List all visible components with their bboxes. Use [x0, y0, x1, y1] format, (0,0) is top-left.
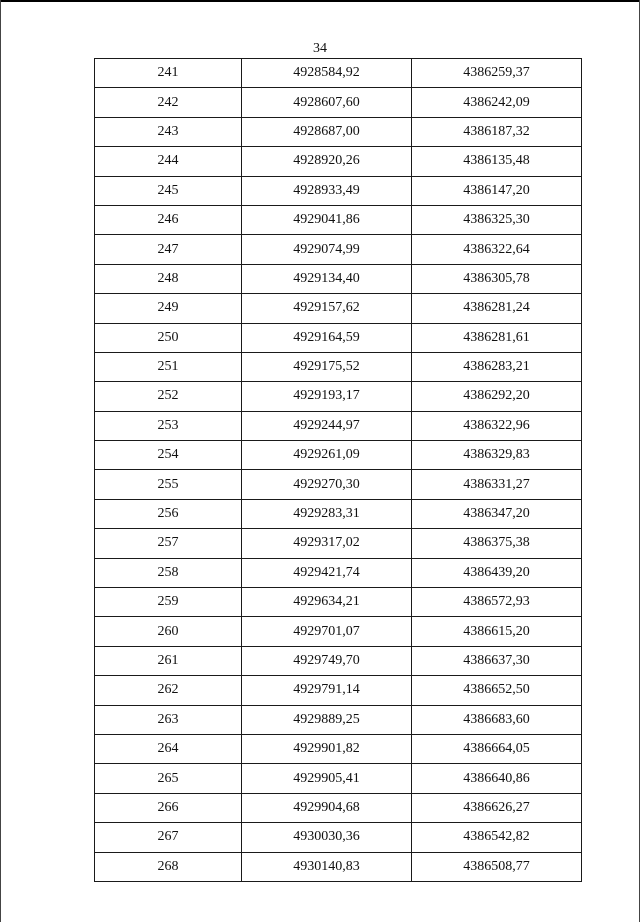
- x-coordinate-cell: 4929701,07: [242, 617, 412, 646]
- point-number-cell: 247: [95, 235, 242, 264]
- x-coordinate-cell: 4928920,26: [242, 147, 412, 176]
- page-number: 34: [313, 41, 327, 56]
- y-coordinate-cell: 4386652,50: [412, 676, 582, 705]
- table-row: [95, 441, 582, 470]
- y-coordinate-cell: 4386281,24: [412, 294, 582, 323]
- point-number-cell: 250: [95, 323, 242, 352]
- table-row: [95, 793, 582, 822]
- x-coordinate-cell: 4929901,82: [242, 734, 412, 763]
- table-row: [95, 88, 582, 117]
- point-number-cell: 257: [95, 529, 242, 558]
- point-number-cell: 259: [95, 588, 242, 617]
- point-number-cell: 264: [95, 734, 242, 763]
- x-coordinate-cell: 4929421,74: [242, 558, 412, 587]
- table-row: [95, 147, 582, 176]
- x-coordinate-cell: 4929749,70: [242, 646, 412, 675]
- y-coordinate-cell: 4386637,30: [412, 646, 582, 675]
- point-number-cell: 242: [95, 88, 242, 117]
- table-row: [95, 382, 582, 411]
- table-row: [95, 176, 582, 205]
- table-row: [95, 823, 582, 852]
- y-coordinate-cell: 4386683,60: [412, 705, 582, 734]
- point-number-cell: 267: [95, 823, 242, 852]
- table-row: [95, 705, 582, 734]
- x-coordinate-cell: 4929261,09: [242, 441, 412, 470]
- point-number-cell: 253: [95, 411, 242, 440]
- x-coordinate-cell: 4929157,62: [242, 294, 412, 323]
- point-number-cell: 260: [95, 617, 242, 646]
- point-number-cell: 249: [95, 294, 242, 323]
- table-row: [95, 352, 582, 381]
- table-row: [95, 117, 582, 146]
- y-coordinate-cell: 4386259,37: [412, 59, 582, 88]
- point-number-cell: 244: [95, 147, 242, 176]
- point-number-cell: 256: [95, 499, 242, 528]
- point-number-cell: 262: [95, 676, 242, 705]
- point-number-cell: 246: [95, 205, 242, 234]
- point-number-cell: 241: [95, 59, 242, 88]
- y-coordinate-cell: 4386242,09: [412, 88, 582, 117]
- table-row: [95, 676, 582, 705]
- point-number-cell: 265: [95, 764, 242, 793]
- x-coordinate-cell: 4929904,68: [242, 793, 412, 822]
- table-row: [95, 499, 582, 528]
- point-number-cell: 243: [95, 117, 242, 146]
- x-coordinate-cell: 4929317,02: [242, 529, 412, 558]
- y-coordinate-cell: 4386329,83: [412, 441, 582, 470]
- x-coordinate-cell: 4929164,59: [242, 323, 412, 352]
- table-row: [95, 558, 582, 587]
- y-coordinate-cell: 4386640,86: [412, 764, 582, 793]
- point-number-cell: 254: [95, 441, 242, 470]
- table-row: [95, 205, 582, 234]
- table-row: [95, 264, 582, 293]
- coordinates-table: [94, 58, 582, 882]
- point-number-cell: 268: [95, 852, 242, 881]
- y-coordinate-cell: 4386572,93: [412, 588, 582, 617]
- table-row: [95, 852, 582, 881]
- y-coordinate-cell: 4386283,21: [412, 352, 582, 381]
- table-row: [95, 617, 582, 646]
- y-coordinate-cell: 4386542,82: [412, 823, 582, 852]
- x-coordinate-cell: 4929175,52: [242, 352, 412, 381]
- x-coordinate-cell: 4929283,31: [242, 499, 412, 528]
- table-row: [95, 294, 582, 323]
- point-number-cell: 248: [95, 264, 242, 293]
- point-number-cell: 266: [95, 793, 242, 822]
- y-coordinate-cell: 4386439,20: [412, 558, 582, 587]
- y-coordinate-cell: 4386322,96: [412, 411, 582, 440]
- x-coordinate-cell: 4928687,00: [242, 117, 412, 146]
- coordinates-table-body: [95, 59, 582, 882]
- x-coordinate-cell: 4929134,40: [242, 264, 412, 293]
- y-coordinate-cell: 4386615,20: [412, 617, 582, 646]
- table-row: [95, 529, 582, 558]
- y-coordinate-cell: 4386292,20: [412, 382, 582, 411]
- y-coordinate-cell: 4386347,20: [412, 499, 582, 528]
- x-coordinate-cell: 4929244,97: [242, 411, 412, 440]
- y-coordinate-cell: 4386305,78: [412, 264, 582, 293]
- table-row: [95, 734, 582, 763]
- x-coordinate-cell: 4929193,17: [242, 382, 412, 411]
- y-coordinate-cell: 4386322,64: [412, 235, 582, 264]
- point-number-cell: 261: [95, 646, 242, 675]
- y-coordinate-cell: 4386325,30: [412, 205, 582, 234]
- table-row: [95, 411, 582, 440]
- x-coordinate-cell: 4929791,14: [242, 676, 412, 705]
- y-coordinate-cell: 4386135,48: [412, 147, 582, 176]
- point-number-cell: 263: [95, 705, 242, 734]
- x-coordinate-cell: 4929270,30: [242, 470, 412, 499]
- table-row: [95, 323, 582, 352]
- scan-edge-top: [0, 0, 640, 2]
- point-number-cell: 245: [95, 176, 242, 205]
- y-coordinate-cell: 4386187,32: [412, 117, 582, 146]
- x-coordinate-cell: 4930140,83: [242, 852, 412, 881]
- x-coordinate-cell: 4928933,49: [242, 176, 412, 205]
- y-coordinate-cell: 4386331,27: [412, 470, 582, 499]
- point-number-cell: 252: [95, 382, 242, 411]
- x-coordinate-cell: 4928607,60: [242, 88, 412, 117]
- y-coordinate-cell: 4386147,20: [412, 176, 582, 205]
- y-coordinate-cell: 4386375,38: [412, 529, 582, 558]
- point-number-cell: 255: [95, 470, 242, 499]
- x-coordinate-cell: 4930030,36: [242, 823, 412, 852]
- y-coordinate-cell: 4386664,05: [412, 734, 582, 763]
- table-row: [95, 59, 582, 88]
- x-coordinate-cell: 4929074,99: [242, 235, 412, 264]
- table-row: [95, 646, 582, 675]
- point-number-cell: 251: [95, 352, 242, 381]
- table-row: [95, 588, 582, 617]
- x-coordinate-cell: 4929634,21: [242, 588, 412, 617]
- x-coordinate-cell: 4929905,41: [242, 764, 412, 793]
- x-coordinate-cell: 4928584,92: [242, 59, 412, 88]
- table-row: [95, 235, 582, 264]
- y-coordinate-cell: 4386626,27: [412, 793, 582, 822]
- point-number-cell: 258: [95, 558, 242, 587]
- x-coordinate-cell: 4929041,86: [242, 205, 412, 234]
- y-coordinate-cell: 4386508,77: [412, 852, 582, 881]
- scan-edge-left: [0, 0, 1, 922]
- table-row: [95, 764, 582, 793]
- x-coordinate-cell: 4929889,25: [242, 705, 412, 734]
- table-row: [95, 470, 582, 499]
- y-coordinate-cell: 4386281,61: [412, 323, 582, 352]
